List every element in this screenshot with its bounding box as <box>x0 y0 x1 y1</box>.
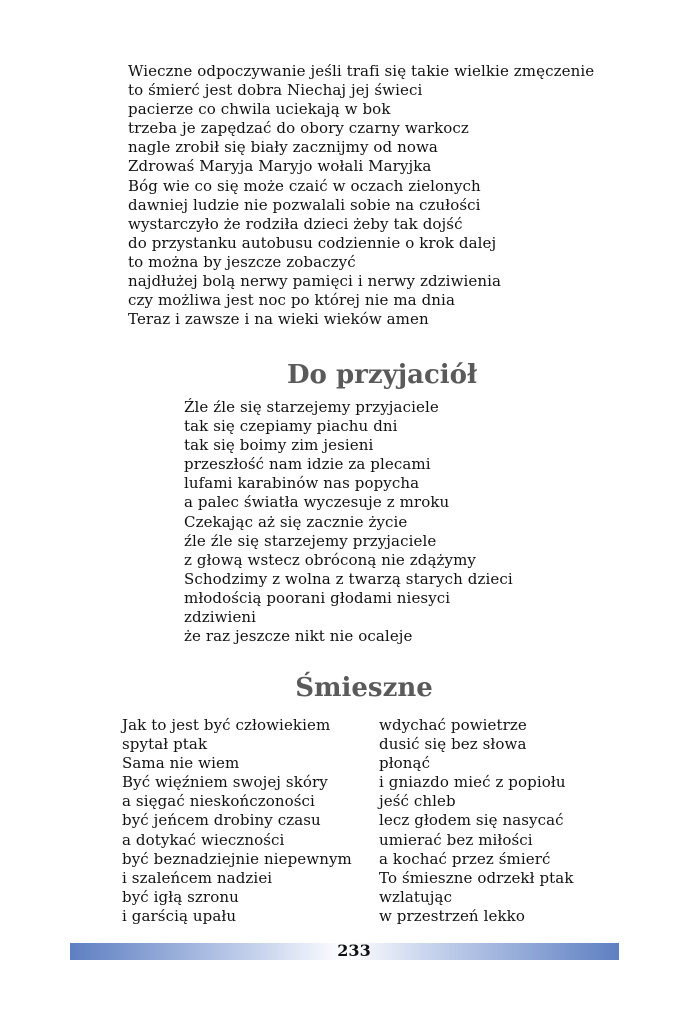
poem-line: dusić się bez słowa <box>379 735 527 754</box>
poem-line: Wieczne odpoczywanie jeśli trafi się takie wielkie zmęczenie <box>128 62 595 80</box>
poem-line: najdłużej bolą nerwy pamięci i nerwy zdziwienia <box>128 272 502 291</box>
poem-do-przyjaciol <box>184 398 513 646</box>
poem-line: pacierze co chwila uciekają w bok <box>128 100 391 119</box>
poem-smieszne-right-column <box>379 716 574 926</box>
poem-title-do-przyjaciol: Do przyjaciół <box>287 360 477 390</box>
poem-line: do przystanku autobusu codziennie o krok dalej <box>128 233 497 252</box>
poem-line: z głową wstecz obróconą nie zdążymy <box>184 550 476 569</box>
page-number: 233 <box>337 941 371 960</box>
poem-line: Być więźniem swojej skóry <box>122 773 328 792</box>
poem-line: przeszłość nam idzie za plecami <box>184 455 431 474</box>
poem-line: wystarczyło że rodziła dzieci żeby tak dojść <box>128 214 463 233</box>
poem-line: Sama nie wiem <box>122 754 240 773</box>
poem-line: dawniej ludzie nie pozwalali sobie na czułości <box>128 195 481 214</box>
poem-line: nagle zrobił się biały zacznijmy od nowa <box>128 138 438 157</box>
poem-line: jeść chleb <box>379 792 456 811</box>
poem-line: tak się czepiamy piachu dni <box>184 417 398 436</box>
poem-line: Bóg wie co się może czaić w oczach zielonych <box>128 176 481 195</box>
poem-line: to śmierć jest dobra Niechaj jej świeci <box>128 81 423 100</box>
poem-untitled <box>128 62 594 329</box>
poem-line: a kochać przez śmierć <box>379 849 551 868</box>
poem-line: a palec światła wyczesuje z mroku <box>184 493 450 512</box>
poem-line: płonąć <box>379 754 431 773</box>
poem-line: Jak to jest być człowiekiem <box>122 716 331 734</box>
poem-line: czy możliwa jest noc po której nie ma dnia <box>128 291 455 310</box>
poem-line: być beznadziejnie niepewnym <box>122 849 352 868</box>
poem-line: lecz głodem się nasycać <box>379 811 564 830</box>
poem-line: być jeńcem drobiny czasu <box>122 811 321 830</box>
poem-line: umierać bez miłości <box>379 830 533 849</box>
poem-line: i szaleńcem nadziei <box>122 868 273 887</box>
poem-title-smieszne: Śmieszne <box>295 673 433 703</box>
poem-line: być igłą szronu <box>122 887 239 906</box>
poem-line: wdychać powietrze <box>379 716 527 734</box>
poem-line: a sięgać nieskończoności <box>122 792 315 811</box>
poem-line: w przestrzeń lekko <box>379 906 525 925</box>
poem-line: i gniazdo mieć z popiołu <box>379 773 566 792</box>
poem-line: spytał ptak <box>122 735 208 754</box>
poem-line: i garścią upału <box>122 906 237 925</box>
poem-line: Czekając aż się zacznie życie <box>184 512 408 531</box>
poem-line: trzeba je zapędzać do obory czarny warkocz <box>128 119 469 138</box>
poem-line: To śmieszne odrzekł ptak <box>379 868 574 887</box>
poem-smieszne-left-column <box>122 716 352 926</box>
poem-line: wzlatując <box>379 887 453 906</box>
poem-line: a dotykać wieczności <box>122 830 285 849</box>
poem-line: że raz jeszcze nikt nie ocaleje <box>184 627 413 646</box>
poem-line: Zdrowaś Maryja Maryjo wołali Maryjka <box>128 157 432 176</box>
poem-line: Źle źle się starzejemy przyjaciele <box>184 398 439 416</box>
poem-line: to można by jeszcze zobaczyć <box>128 252 356 271</box>
poem-line: Teraz i zawsze i na wieki wieków amen <box>128 310 429 329</box>
poem-line: tak się boimy zim jesieni <box>184 436 374 455</box>
poem-line: lufami karabinów nas popycha <box>184 474 420 493</box>
poem-line: zdziwieni <box>184 608 257 627</box>
poem-line: młodością poorani głodami niesyci <box>184 588 451 607</box>
poem-line: Schodzimy z wolna z twarzą starych dzieci <box>184 569 513 588</box>
poem-line: źle źle się starzejemy przyjaciele <box>184 531 437 550</box>
